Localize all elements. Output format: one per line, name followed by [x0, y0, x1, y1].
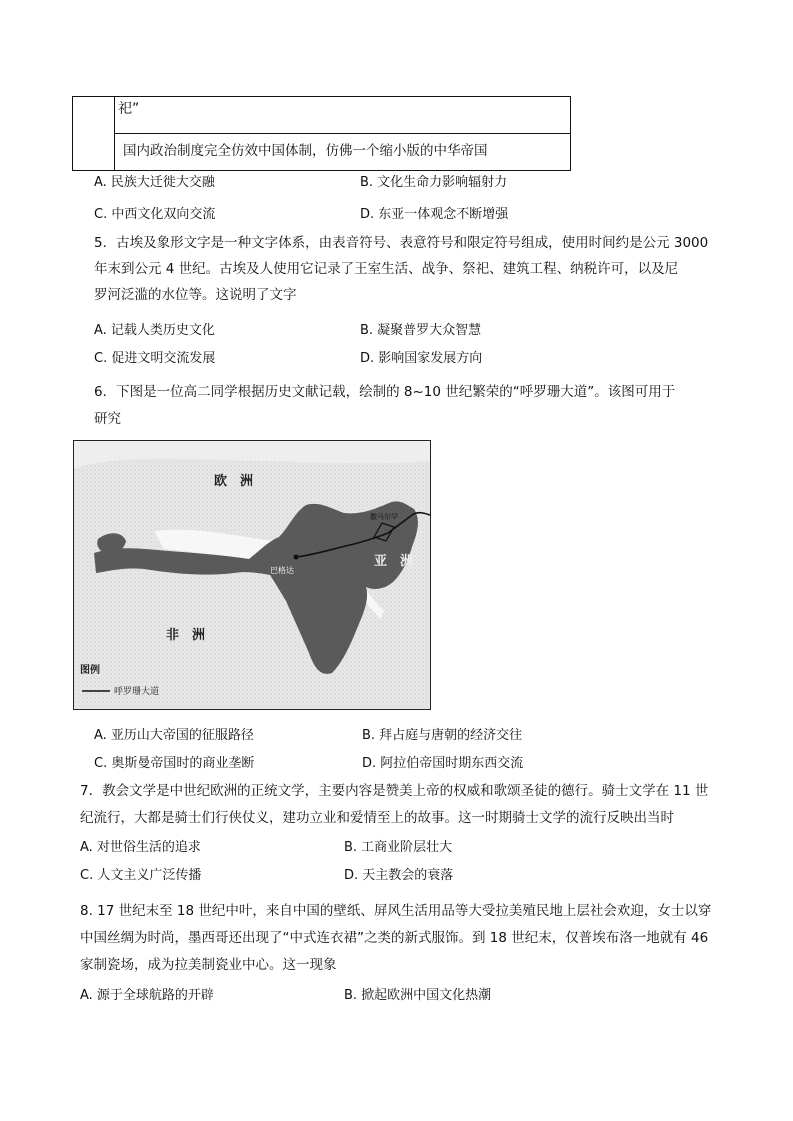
q7-option-a: A. 对世俗生活的追求 — [80, 840, 201, 855]
label-africa: 非 洲 — [166, 628, 206, 643]
q4-option-a: A. 民族大迁徙大交融 — [94, 175, 215, 190]
legend-title: 图例 — [80, 665, 100, 676]
legend-item: 呼罗珊大道 — [114, 687, 160, 697]
q8-stem-line-2: 中国丝绸为时尚，墨西哥还出现了“中式连衣裙”之类的新式服饰。到 18 世纪末，仅普埃布洛一地就有 46 — [80, 930, 709, 946]
q6-stem-line-1: 6．下图是一位高二同学根据历史文献记载，绘制的 8~10 世纪繁荣的“呼罗珊大道”。该图可用于 — [94, 384, 676, 400]
q4-option-b: B. 文化生命力影响辐射力 — [360, 175, 508, 190]
q7-stem-line-1: 7．教会文学是中世纪欧洲的正统文学，主要内容是赞美上帝的权威和歌颂圣徒的德行。骑士文学在 11 世 — [80, 783, 709, 799]
q8-option-b: B. 掀起欧洲中国文化热潮 — [344, 988, 492, 1003]
q5-option-d: D. 影响国家发展方向 — [360, 351, 483, 366]
baghdad-marker — [294, 555, 299, 560]
q6-stem-line-2: 研究 — [94, 411, 121, 427]
q7-option-b: B. 工商业阶层壮大 — [344, 840, 453, 855]
q4-option-d: D. 东亚一体观念不断增强 — [360, 207, 509, 222]
q8-stem-line-1: 8. 17 世纪末至 18 世纪中叶，来自中国的壁纸、屏风生活用品等大受拉美殖民地上层社会欢迎，女士以穿 — [80, 903, 712, 919]
q5-option-c: C. 促进文明交流发展 — [94, 351, 216, 366]
label-asia: 亚 洲 — [374, 554, 414, 569]
q6-option-a: A. 亚历山大帝国的征服路径 — [94, 728, 254, 743]
q5-stem-line-3: 罗河泛滥的水位等。这说明了文字 — [94, 287, 297, 303]
khorasan-road-map — [73, 440, 431, 710]
q7-stem-line-2: 纪流行，大都是骑士们行侠仗义，建功立业和爱情至上的故事。这一时期骑士文学的流行反映出当时 — [80, 810, 674, 826]
quote-table — [72, 96, 571, 171]
q7-option-c: C. 人文主义广泛传播 — [80, 868, 202, 883]
q5-option-a: A. 记载人类历史文化 — [94, 323, 215, 338]
q5-stem-line-2: 年末到公元 4 世纪。古埃及人使用它记录了王室生活、战争、祭祀、建筑工程、纳税许可，以及尼 — [94, 261, 679, 277]
table-divider-horizontal — [114, 133, 570, 134]
label-samarkand: 撒马尔罕 — [370, 513, 398, 521]
q6-option-b: B. 拜占庭与唐朝的经济交往 — [362, 728, 523, 743]
q5-option-b: B. 凝聚普罗大众智慧 — [360, 323, 482, 338]
table-cell-bottom: 国内政治制度完全仿效中国体制，仿佛一个缩小版的中华帝国 — [123, 143, 488, 159]
q4-option-c: C. 中西文化双向交流 — [94, 207, 216, 222]
q8-stem-line-3: 家制瓷场，成为拉美制瓷业中心。这一现象 — [80, 957, 337, 973]
q6-option-d: D. 阿拉伯帝国时期东西交流 — [362, 756, 524, 771]
table-cell-top: 祀” — [118, 101, 140, 117]
label-baghdad: 巴格达 — [270, 566, 294, 575]
q6-option-c: C. 奥斯曼帝国时的商业垄断 — [94, 756, 255, 771]
q8-option-a: A. 源于全球航路的开辟 — [80, 988, 214, 1003]
label-europe: 欧 洲 — [214, 474, 254, 489]
q7-option-d: D. 天主教会的衰落 — [344, 868, 454, 883]
q5-stem-line-1: 5．古埃及象形文字是一种文字体系，由表音符号、表意符号和限定符号组成，使用时间约是公元 3000 — [94, 235, 709, 251]
